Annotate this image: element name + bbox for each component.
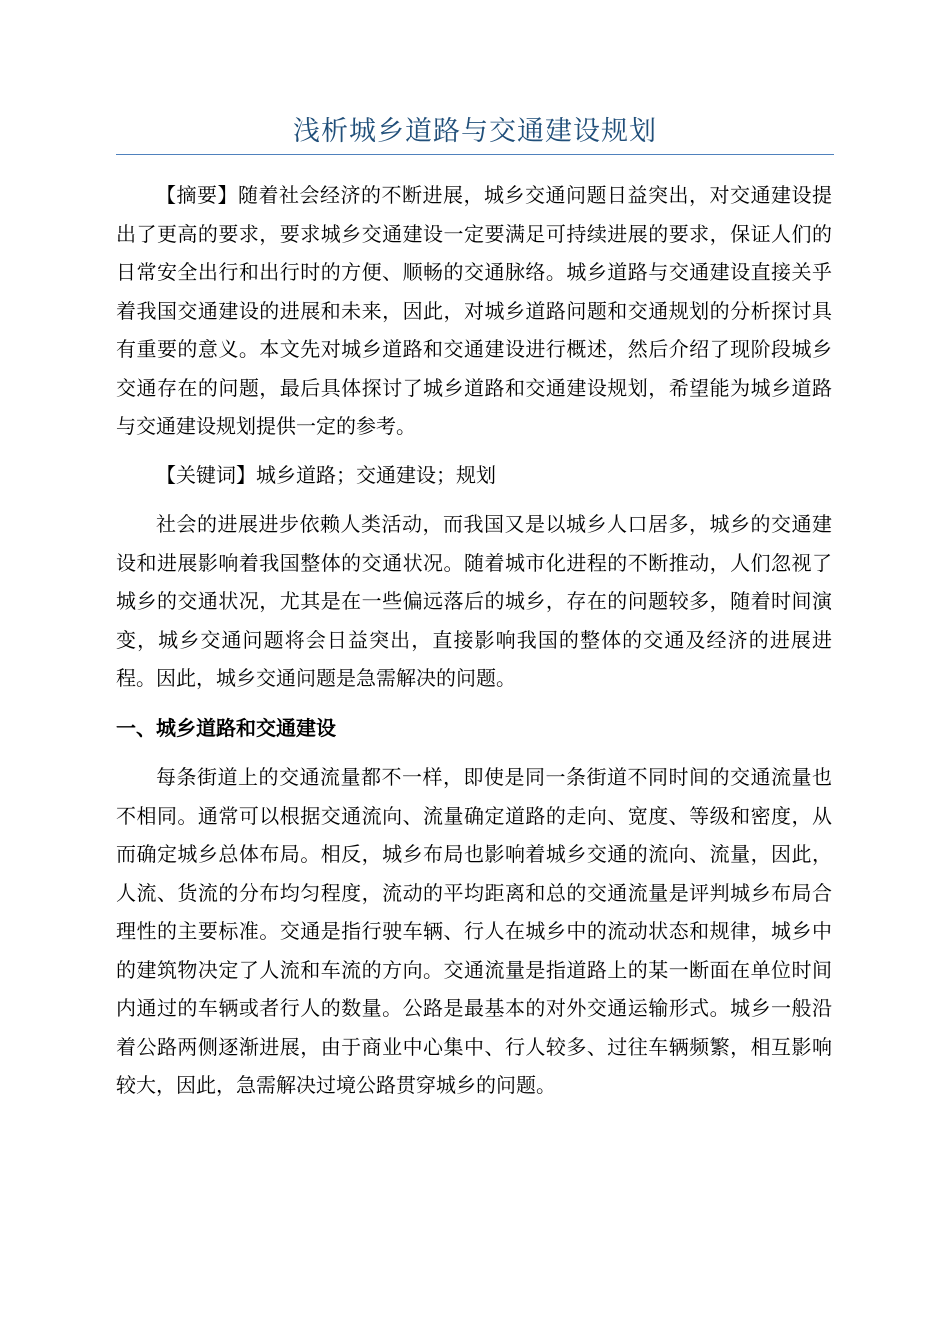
section-heading: 一、城乡道路和交通建设 bbox=[116, 715, 336, 740]
keywords-paragraph: 【关键词】城乡道路；交通建设；规划 bbox=[156, 462, 496, 487]
title-underline bbox=[116, 154, 834, 155]
document-title: 浅析城乡道路与交通建设规划 bbox=[293, 116, 657, 147]
abstract-paragraph: 【摘要】随着社会经济的不断进展，城乡交通问题日益突出，对交通建设提出了更高的要求，要求城乡交通建设一定要满足可持续进展的要求，保证人们的日常安全出行和出行时的方便、顺畅的交通脉络。城乡道路与交通建设直接关乎着我国交通建设的进展和未来，因此，对城乡道路问题和交通规划的分析探讨具有重要的意义。本文先对城乡道路和交通建设进行概述，然后介绍了现阶段城乡交通存在的问题，最后具体探讨了城乡道路和交通建设规划，希望能为城乡道路与交通建设规划提供一定的参考。 bbox=[116, 183, 832, 438]
intro-paragraph: 社会的进展进步依赖人类活动，而我国又是以城乡人口居多，城乡的交通建设和进展影响着我国整体的交通状况。随着城市化进程的不断推动，人们忽视了城乡的交通状况，尤其是在一些偏远落后的城乡，存在的问题较多，随着时间演变，城乡交通问题将会日益突出，直接影响我国的整体的交通及经济的进展进程。因此，城乡交通问题是急需解决的问题。 bbox=[116, 512, 832, 690]
document-body bbox=[116, 176, 832, 1105]
section-paragraph: 每条街道上的交通流量都不一样，即使是同一条街道不同时间的交通流量也不相同。通常可以根据交通流向、流量确定道路的走向、宽度、等级和密度，从而确定城乡总体布局。相反，城乡布局也影响着城乡交通的流向、流量，因此，人流、货流的分布均匀程度，流动的平均距离和总的交通流量是评判城乡布局合理性的主要标准。交通是指行驶车辆、行人在城乡中的流动状态和规律，城乡中的建筑物决定了人流和车流的方向。交通流量是指道路上的某一断面在单位时间内通过的车辆或者行人的数量。公路是最基本的对外交通运输形式。城乡一般沿着公路两侧逐渐进展，由于商业中心集中、行人较多、过往车辆频繁，相互影响较大，因此，急需解决过境公路贯穿城乡的问题。 bbox=[116, 765, 832, 1097]
